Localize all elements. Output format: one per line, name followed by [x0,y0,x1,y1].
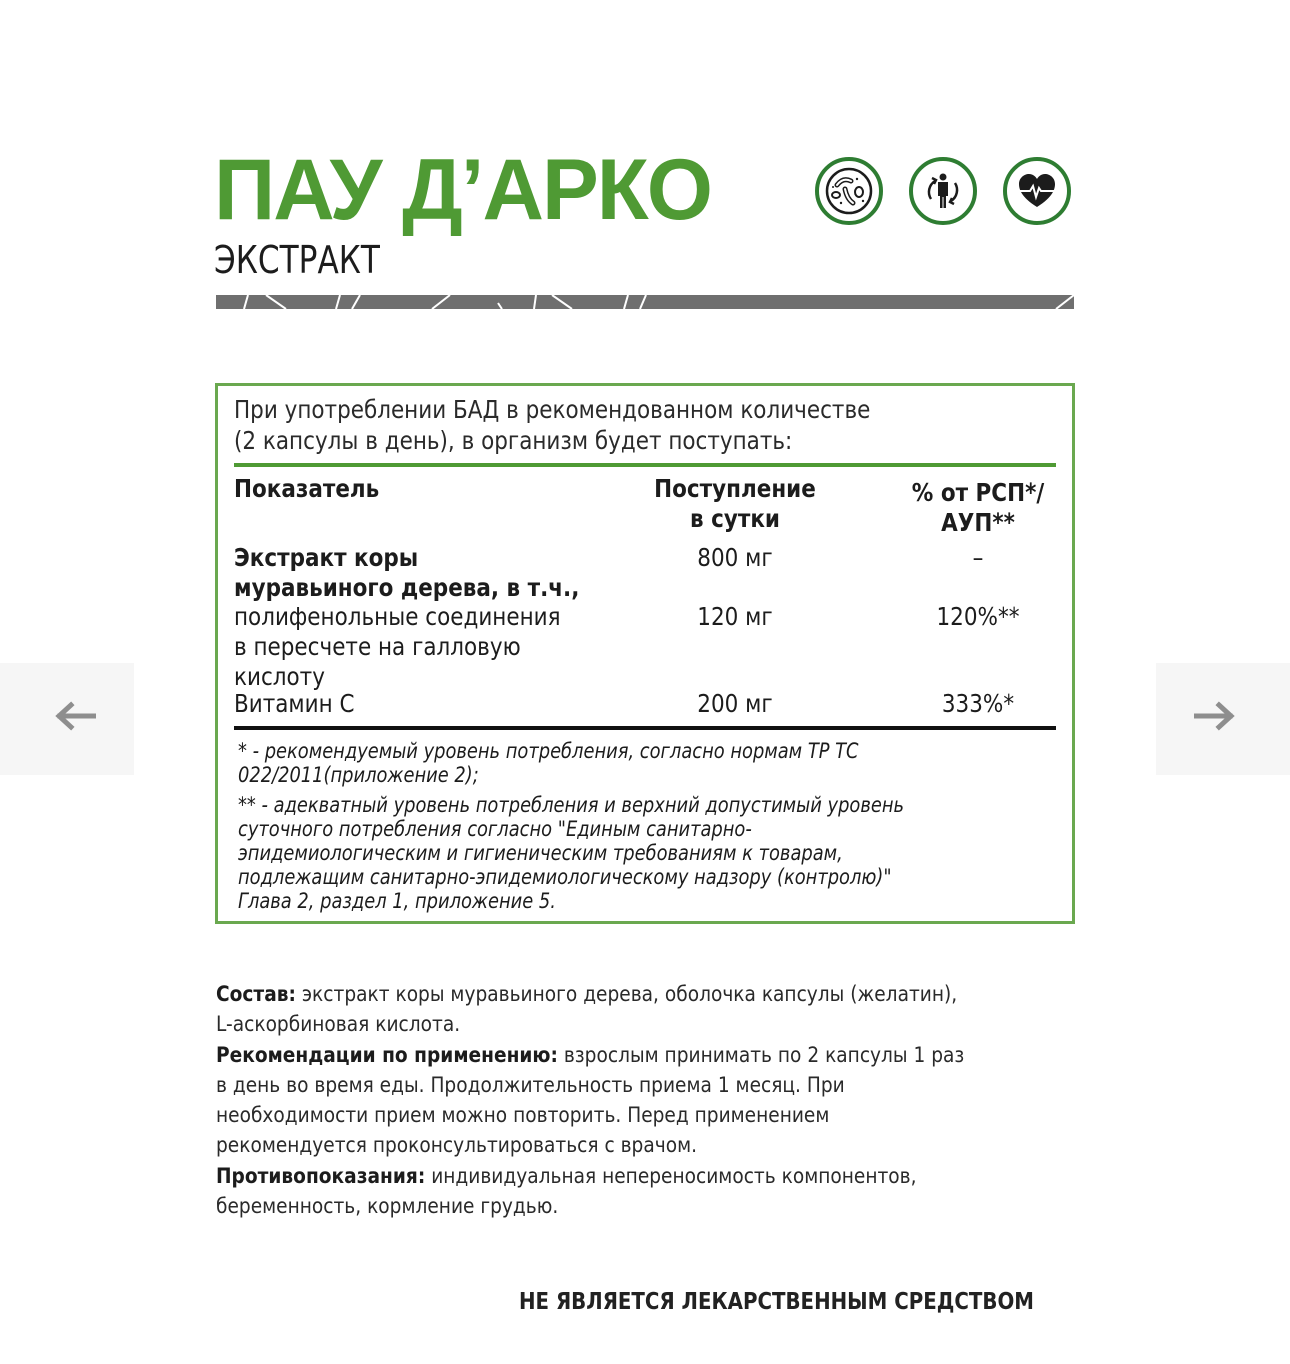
table-row-name [234,602,561,692]
arrow-left-icon [54,701,96,731]
header-line: в сутки [690,504,780,533]
footnote-line: 022/2011(приложение 2); [238,763,479,787]
table-bottom-divider [234,726,1056,730]
badge-metabolism [909,157,977,225]
usage-line [216,1040,977,1070]
heart-pulse-icon [1011,165,1063,217]
footnote-line: * - рекомендуемый уровень потребления, согласно нормам ТР ТС [238,739,859,763]
next-image-button[interactable] [1194,701,1236,731]
decorative-stripe [216,295,1074,309]
footnote-line: подлежащим санитарно-эпидемиологическому надзору (контролю)" [238,865,892,889]
benefit-badges [815,157,1075,227]
header-divider [234,463,1056,467]
bacteria-icon [823,165,875,217]
header-line: % от РСП*/ [911,478,1045,507]
usage-text: взрослым принимать по 2 капсулы 1 раз [557,1042,965,1067]
contraindications-label: Противопоказания: [216,1163,426,1188]
table-row-amount: 800 мг [697,543,773,572]
intro-line: При употреблении БАД в рекомендованном количестве [234,395,871,424]
usage-label: Рекомендации по применению: [216,1042,558,1067]
product-description [216,979,1076,1221]
row-name-line: Экстракт коры [234,543,419,572]
composition-label: Состав: [216,982,296,1006]
composition-text: экстракт коры муравьиного дерева, оболочка капсулы (желатин), [295,982,958,1006]
nutrition-intro [234,394,939,456]
arrow-right-icon [1194,701,1236,731]
header-line: Поступление [654,474,816,503]
not-a-medicine-disclaimer: НЕ ЯВЛЯЕТСЯ ЛЕКАРСТВЕННЫМ СРЕДСТВОМ [519,1289,1034,1315]
row-name-line: полифенольные соединения [234,602,561,631]
contraindications-text: индивидуальная непереносимость компонентов, [425,1163,917,1188]
contraindications-text: беременность, кормление грудью. [216,1194,559,1219]
gallery-prev-panel [0,663,134,775]
intro-line: (2 капсулы в день), в организм будет поступать: [234,426,793,455]
row-name-line: кислоту [234,662,325,691]
usage-text: необходимости прием можно повторить. Перед применением [216,1103,830,1128]
table-row-name: Витамин С [234,689,355,718]
table-row-percent: 120%** [936,602,1020,631]
table-row-percent: 333%* [941,689,1015,718]
footnote-line: суточного потребления согласно "Единым санитарно- [238,817,752,841]
row-name-line: муравьиного дерева, в т.ч., [234,573,580,602]
nutrition-facts-box [215,383,1075,924]
row-name-line: в пересчете на галловую [234,632,521,661]
table-row-amount: 120 мг [697,602,773,631]
product-title: ПАУ Д’АРКО [214,142,712,238]
footnote-line: Глава 2, раздел 1, приложение 5. [238,889,556,913]
column-header-intake [645,474,826,534]
composition-line [216,979,977,1009]
footnote-line: эпидемиологическим и гигиеническим требованиям к товарам, [238,841,843,865]
table-row-amount: 200 мг [697,689,773,718]
product-subtitle: ЭКСТРАКТ [214,238,380,282]
column-header-percent [892,478,1064,538]
contraindications-line [216,1161,977,1191]
badge-heart [1003,157,1071,225]
header-line: АУП** [941,508,1015,537]
usage-text: рекомендуется проконсультироваться с врачом. [216,1133,698,1158]
gallery-next-panel [1156,663,1290,775]
footnote-line: ** - адекватный уровень потребления и верхний допустимый уровень [238,793,905,817]
usage-text: в день во время еды. Продолжительность приема 1 месяц. При [216,1072,845,1097]
column-header-indicator: Показатель [234,474,380,503]
person-cycle-icon [917,165,969,217]
prev-image-button[interactable] [54,701,96,731]
badge-gut [815,157,883,225]
composition-text: L-аскорбиновая кислота. [216,1012,461,1037]
table-row-name [234,543,579,603]
table-row-percent: – [972,543,984,572]
